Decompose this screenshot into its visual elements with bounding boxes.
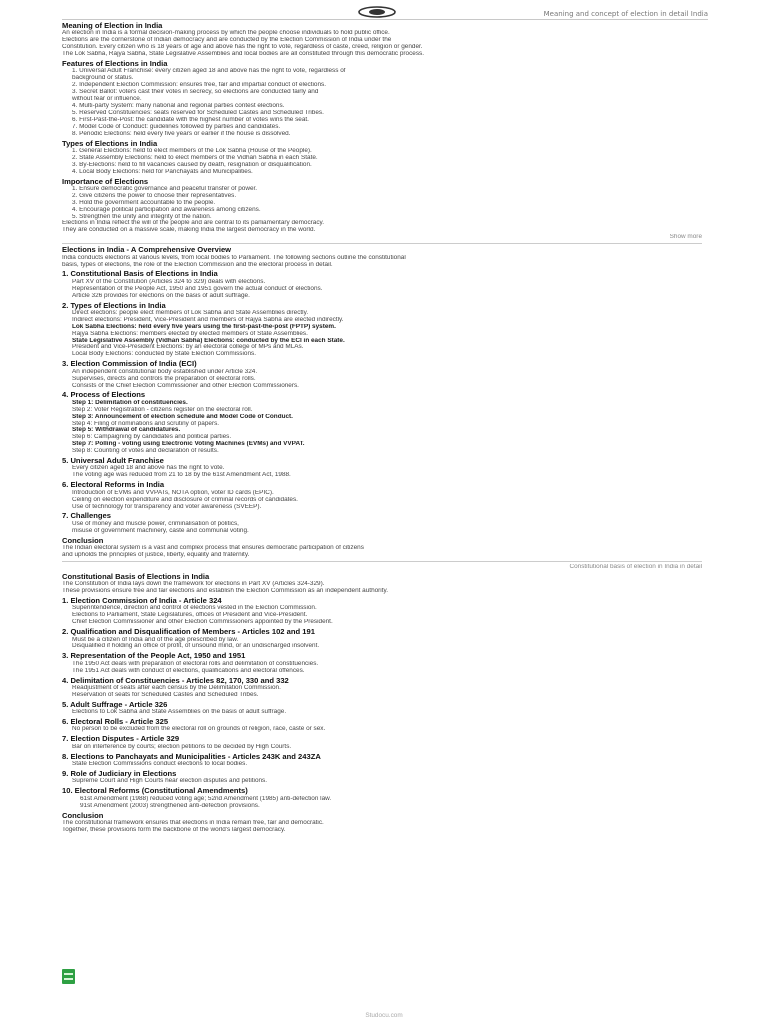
list-item: Elections to Lok Sabha and State Assemblies on the basis of adult suffrage. [72, 709, 287, 716]
section-heading: 1. Constitutional Basis of Elections in India [62, 270, 218, 279]
doc-title: Meaning of Election in India [62, 22, 163, 30]
section-label: Constitutional basis of election in India in detail [569, 563, 702, 570]
list-item: 8. Periodic Elections: held every five years or earlier if the house is dissolved. [72, 130, 291, 137]
section-heading: 3. Representation of the People Act, 1950 and 1951 [62, 652, 246, 661]
list-item: Step 1: Delimitation of constituencies. [72, 399, 188, 406]
section-heading: Conclusion [62, 811, 104, 820]
list-item: Consists of the Chief Election Commissioner and other Election Commissioners. [72, 382, 299, 389]
list-item: Indirect elections: President, Vice-President and members of Rajya Sabha are elected indirectly. [72, 316, 344, 323]
list-item: State Election Commissions conduct elections to local bodies. [72, 761, 248, 768]
site-logo-icon[interactable] [357, 6, 397, 18]
list-item: Chief Election Commissioner and other Election Commissioners appointed by the President. [72, 619, 333, 626]
list-item: 7. Model Code of Conduct: guidelines followed by parties and candidates. [72, 123, 281, 130]
paragraph-line: The constitutional framework ensures that elections in India remain free, fair and democratic. [62, 819, 324, 826]
list-item: 5. Strengthen the unity and integrity of the nation. [72, 213, 212, 220]
list-item: 1. Ensure democratic governance and peaceful transfer of power. [72, 185, 258, 192]
top-bar [62, 6, 708, 20]
list-item: Use of technology for transparency and voter awareness (SVEEP). [72, 503, 262, 510]
list-item: Supervises, directs and controls the preparation of electoral rolls. [72, 375, 256, 382]
section-heading: 3. Election Commission of India (ECI) [62, 360, 197, 369]
paragraph-line: Elections in India reflect the will of the people and are central to its parliamentary democracy. [62, 220, 325, 227]
list-item: background or status. [72, 75, 134, 82]
section-heading: Conclusion [62, 536, 104, 545]
list-item: 3. Hold the government accountable to the people. [72, 199, 216, 206]
list-item: Step 6: Campaigning by candidates and political parties. [72, 434, 232, 441]
list-item: 3. By-Elections: held to fill vacancies caused by death, resignation or disqualification. [72, 161, 312, 168]
intro-line: Elections are the cornerstone of Indian democracy and are conducted by the Election Commission of India under the [62, 37, 392, 44]
intro-line: The Lok Sabha, Rajya Sabha, State Legislative Assemblies and local bodies are all constituted through this democratic process. [62, 51, 424, 58]
section-heading: 5. Universal Adult Franchise [62, 457, 164, 466]
section-heading: 5. Adult Suffrage - Article 326 [62, 700, 168, 709]
list-item: 2. Independent Election Commission: ensures free, fair and impartial conduct of elections. [72, 82, 326, 89]
list-item: 61st Amendment (1988) reduced voting age; 52nd Amendment (1985) anti-defection law. [80, 795, 332, 802]
list-item: Step 7: Polling - voting using Electronic Voting Machines (EVMs) and VVPAT. [72, 441, 305, 448]
list-item: An independent constitutional body established under Article 324. [72, 368, 258, 375]
list-item: 2. State Assembly Elections: held to elect members of the Vidhan Sabha in each State. [72, 154, 318, 161]
section-divider [62, 243, 702, 244]
paragraph-line: These provisions ensure free and fair elections and establish the Election Commission as an independent authority. [62, 588, 388, 595]
paragraph-line: They are conducted on a massive scale, making India the largest democracy in the world. [62, 227, 316, 234]
list-item: Superintendence, direction and control of elections vested in the Election Commission. [72, 605, 317, 612]
list-item: 4. Multi-party System: many national and regional parties contest elections. [72, 102, 285, 109]
page-footer: Studocu.com [365, 1012, 403, 1019]
paragraph-line: The Constitution of India lays down the framework for elections in Part XV (Articles 324-329). [62, 581, 325, 588]
document-title-top: Meaning and concept of election in detail India [543, 10, 708, 18]
section-title: Constitutional Basis of Elections in India [62, 572, 210, 581]
list-item: Disqualified if holding an office of profit, of unsound mind, or an undischarged insolvent. [72, 643, 320, 650]
section-heading: 2. Types of Elections in India [62, 301, 166, 310]
list-item: State Legislative Assembly (Vidhan Sabha) Elections: conducted by the ECI in each State. [72, 337, 345, 344]
list-item: Article 326 provides for elections on the basis of adult suffrage. [72, 292, 250, 299]
intro-line: An election in India is a formal decision-making process by which the people choose individuals to hold public office. [62, 30, 390, 37]
list-item: 1. Universal Adult Franchise: every citizen aged 18 and above has the right to vote, regardless of [72, 68, 346, 75]
list-item: Every citizen aged 18 and above has the right to vote. [72, 465, 225, 472]
section-heading: 6. Electoral Rolls - Article 325 [62, 718, 169, 727]
section-heading: 8. Elections to Panchayats and Municipalities - Articles 243K and 243ZA [62, 752, 321, 761]
section-heading: Importance of Elections [62, 177, 149, 186]
list-item: 5. Reserved Constituencies: seats reserved for Scheduled Castes and Scheduled Tribes. [72, 109, 324, 116]
section-heading: Features of Elections in India [62, 60, 168, 69]
list-item: Step 8: Counting of votes and declaration of results. [72, 448, 219, 455]
document-content [62, 20, 702, 1010]
section-divider [62, 561, 702, 562]
document-icon[interactable] [62, 969, 75, 984]
section-heading: 7. Challenges [62, 512, 111, 521]
list-item: Local Body Elections: conducted by State Election Commissions. [72, 351, 257, 358]
section-heading: 6. Electoral Reforms in India [62, 481, 165, 490]
list-item: Must be a citizen of India and of the age prescribed by law. [72, 636, 239, 643]
list-item: Direct elections: people elect members of Lok Sabha and State Assemblies directly. [72, 309, 309, 316]
section-title: Elections in India - A Comprehensive Overview [62, 246, 232, 255]
section-heading: 2. Qualification and Disqualification of Members - Articles 102 and 191 [62, 628, 315, 637]
paragraph-line: basis, types of elections, the role of the Election Commission and the electoral process in detail. [62, 261, 333, 268]
list-item: The 1951 Act deals with conduct of elections, qualifications and electoral offences. [72, 667, 305, 674]
section-heading: 7. Election Disputes - Article 329 [62, 735, 180, 744]
list-item: misuse of government machinery, caste and communal voting. [72, 527, 249, 534]
paragraph-line: The Indian electoral system is a vast and complex process that ensures democratic participation of citizens [62, 545, 364, 552]
list-item: The voting age was reduced from 21 to 18 by the 61st Amendment Act, 1988. [72, 472, 291, 479]
section-heading: 10. Electoral Reforms (Constitutional Amendments) [62, 787, 248, 796]
list-item: Step 5: Withdrawal of candidatures. [72, 427, 181, 434]
list-item: Step 4: Filing of nominations and scrutiny of papers. [72, 420, 220, 427]
list-item: 6. First-Past-the-Post: the candidate with the highest number of votes wins the seat. [72, 116, 309, 123]
list-item: Use of money and muscle power, criminalisation of politics, [72, 520, 239, 527]
list-item: Part XV of the Constitution (Articles 324 to 329) deals with elections. [72, 278, 266, 285]
list-item: No person to be excluded from the electoral roll on grounds of religion, race, caste or sex. [72, 726, 326, 733]
list-item: Ceiling on election expenditure and disclosure of criminal records of candidates. [72, 496, 298, 503]
list-item: Step 3: Announcement of election schedule and Model Code of Conduct. [72, 413, 293, 420]
list-item: Elections to Parliament, State Legislatures, offices of President and Vice-President. [72, 612, 308, 619]
list-item: 4. Encourage political participation and awareness among citizens. [72, 206, 261, 213]
list-item: Bar on interference by courts; election petitions to be decided by High Courts. [72, 743, 292, 750]
list-item: Reservation of seats for Scheduled Castes and Scheduled Tribes. [72, 691, 259, 698]
section-heading: 9. Role of Judiciary in Elections [62, 770, 177, 778]
show-more-link[interactable]: Show more [669, 234, 702, 241]
list-item: Introduction of EVMs and VVPATs, NOTA option, voter ID cards (EPIC). [72, 489, 274, 496]
list-item: Supreme Court and High Courts hear election disputes and petitions. [72, 778, 268, 785]
paragraph-line: Together, these provisions form the backbone of the world's largest democracy. [62, 826, 286, 833]
list-item: Representation of the People Act, 1950 and 1951 govern the actual conduct of elections. [72, 285, 323, 292]
list-item: Step 2: Voter Registration - citizens register on the electoral roll. [72, 406, 253, 413]
list-item: 2. Give citizens the power to choose their representatives. [72, 192, 237, 199]
list-item: 1. General Elections: held to elect members of the Lok Sabha (House of the People). [72, 147, 312, 154]
section-heading: 1. Election Commission of India - Article 324 [62, 596, 222, 605]
list-item: Lok Sabha Elections: held every five years using the first-past-the-post (FPTP) system. [72, 323, 336, 330]
list-item: Rajya Sabha Elections: members elected by elected members of State Assemblies. [72, 330, 308, 337]
list-item: 91st Amendment (2003) strengthened anti-defection provisions. [80, 802, 260, 809]
list-item: The 1950 Act deals with preparation of electoral rolls and delimitation of constituencies. [72, 660, 319, 667]
paragraph-line: and upholds the principles of justice, liberty, equality and fraternity. [62, 551, 250, 558]
list-item: without fear or influence. [72, 96, 142, 103]
list-item: 3. Secret Ballot: voters cast their votes in secrecy, so elections are conducted fairly and [72, 89, 319, 96]
paragraph-line: India conducts elections at various levels, from local bodies to Parliament. The following sections outline the constitutional [62, 254, 406, 261]
intro-line: Constitution. Every citizen who is 18 years of age and above has the right to vote, regardless of caste, creed, religion or gender. [62, 44, 423, 51]
list-item: 4. Local Body Elections: held for Panchayats and Municipalities. [72, 168, 253, 175]
section-heading: Types of Elections in India [62, 139, 158, 148]
list-item: President and Vice-President Elections: by an electoral college of MPs and MLAs. [72, 344, 304, 351]
section-heading: 4. Delimitation of Constituencies - Articles 82, 170, 330 and 332 [62, 676, 289, 685]
list-item: Readjustment of seats after each census by the Delimitation Commission. [72, 684, 281, 691]
section-heading: 4. Process of Elections [62, 391, 146, 400]
